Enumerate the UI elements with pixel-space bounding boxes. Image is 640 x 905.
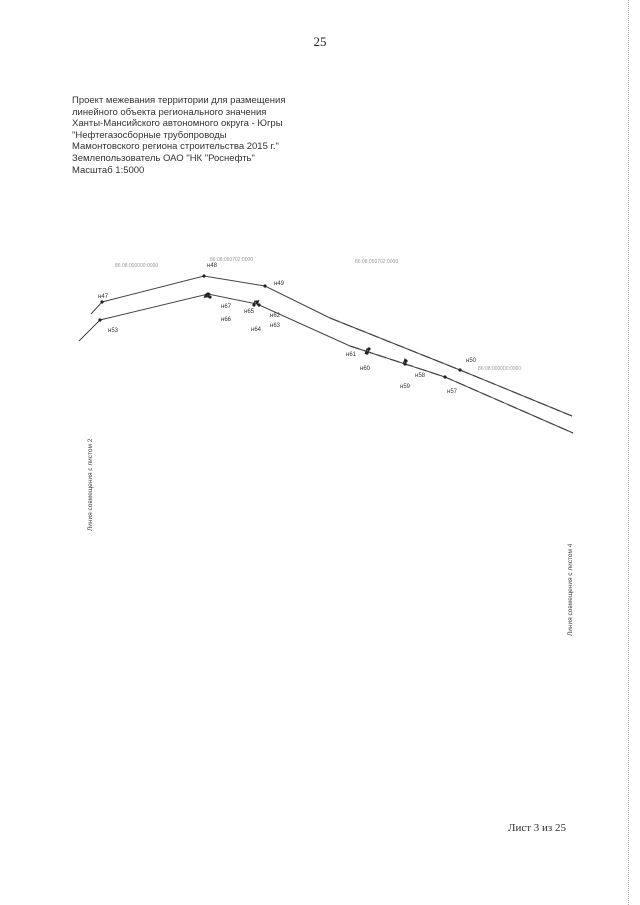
point-label: н48 (207, 263, 217, 269)
point-marker-n47 (100, 300, 103, 303)
sheet-number: Лист 3 из 25 (508, 822, 567, 834)
boundary-points (98, 274, 461, 378)
point-label: н49 (274, 281, 284, 287)
parcel-label: 86:08:000000:0000 (115, 263, 159, 269)
land-user-line: Землепользователь ОАО "НК "Роснефть" (72, 152, 255, 164)
title-line: "Нефтегазосборные трубопроводы (72, 129, 227, 141)
point-label: н53 (108, 328, 118, 334)
parcel-label: 86:08:050702:0000 (210, 257, 254, 263)
point-marker-n50 (458, 368, 461, 371)
parcel-label: 86:08:000000:0000 (478, 366, 522, 372)
point-marker-n57 (443, 375, 446, 378)
point-label: н60 (360, 366, 370, 372)
point-marker-n49 (263, 284, 266, 287)
point-label: н66 (221, 317, 231, 323)
left-match-line-label: Линия совмещения с листом 2 (87, 438, 94, 531)
scale-line: Масштаб 1:5000 (72, 164, 145, 176)
title-line: линейного объекта регионального значения (72, 106, 267, 118)
point-marker-n63 (257, 303, 260, 306)
lower-boundary-extension (350, 346, 573, 433)
page-edge-rule (628, 0, 630, 905)
point-label: н58 (415, 373, 425, 379)
parcel-label: 86:08:050702:0000 (355, 259, 399, 265)
point-label: н64 (251, 327, 261, 333)
point-label: н62 (270, 313, 280, 319)
lower-boundary-line (79, 294, 573, 433)
title-line: Мамонтовского региона строительства 2015 г." (72, 141, 279, 153)
point-label: н63 (270, 323, 280, 329)
right-match-line-label: Линия совмещения с листом 4 (567, 543, 574, 636)
title-line: Проект межевания территории для размещения (72, 95, 286, 106)
title-line: Ханты-Мансийского автономного округа - Югры (72, 118, 283, 130)
upper-boundary-line (91, 276, 572, 416)
point-label: н50 (466, 358, 476, 364)
point-label: н57 (447, 389, 457, 395)
page-number: 25 (313, 34, 327, 49)
point-label: н59 (400, 384, 410, 390)
point-label: н67 (221, 304, 231, 310)
point-label: н47 (98, 294, 108, 300)
point-marker-n53 (98, 318, 101, 321)
point-label: н61 (346, 352, 356, 358)
point-marker-n48 (202, 274, 205, 277)
point-label: н65 (244, 309, 254, 315)
